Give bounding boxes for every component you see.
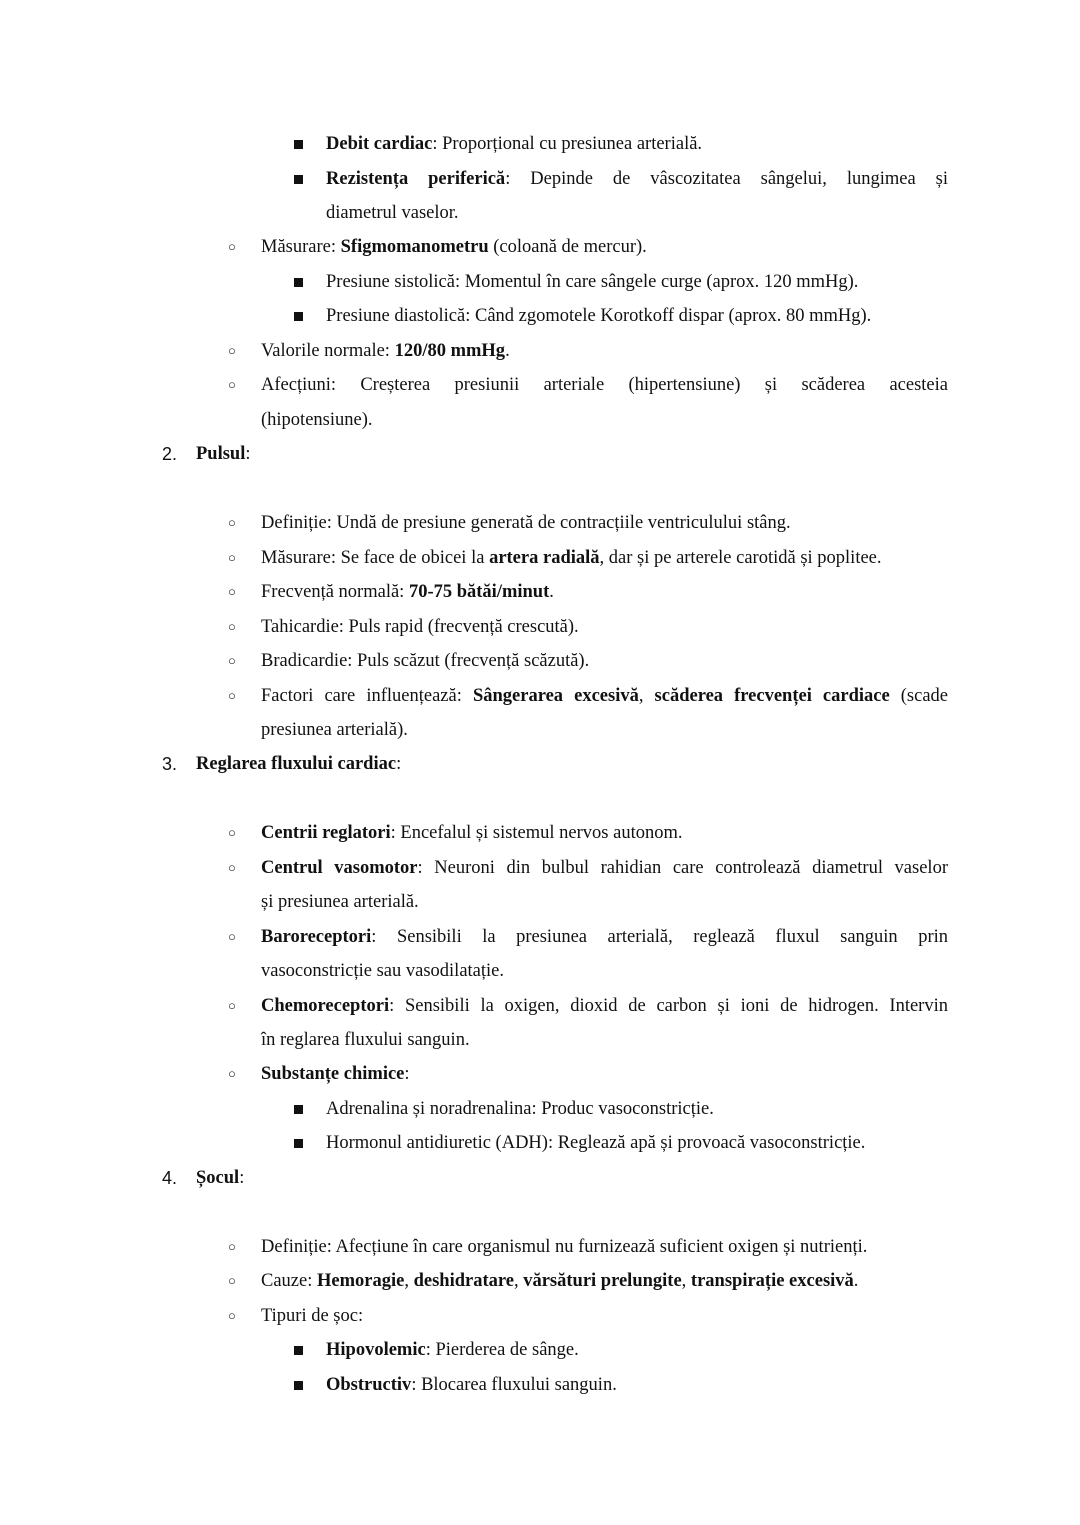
list-item [261, 339, 510, 363]
text-run: , [513, 1271, 524, 1291]
circle-bullet-icon: ○ [228, 515, 236, 530]
circle-bullet-icon: ○ [228, 550, 236, 565]
square-bullet-icon [294, 1381, 303, 1390]
text-run: Măsurare: Se face de obicei la [261, 548, 490, 568]
circle-bullet-icon: ○ [228, 653, 236, 668]
circle-bullet-icon: ○ [228, 929, 236, 944]
section-number: 3. [162, 754, 178, 774]
list-item-continuation [261, 718, 408, 742]
list-item [261, 821, 682, 845]
bold-term: Debit cardiac [326, 134, 433, 154]
square-bullet-icon [294, 1346, 303, 1355]
bold-term: Reglarea fluxului cardiac [196, 754, 397, 774]
text-run: în reglarea fluxului sanguin. [261, 1030, 470, 1050]
square-bullet-icon [294, 140, 303, 149]
square-bullet-icon [294, 1139, 303, 1148]
text-run: Valorile normale: [261, 341, 395, 361]
text-run: : Pierderea de sânge. [425, 1340, 579, 1360]
list-item [326, 1131, 865, 1155]
text-run: Definiție: Afecțiune în care organismul nu furnizează suficient oxigen și nutrienți. [261, 1237, 868, 1257]
list-item [261, 649, 589, 673]
list-item [261, 373, 948, 397]
list-item [326, 270, 858, 294]
section-heading [196, 1166, 244, 1190]
text-run: Bradicardie: Puls scăzut (frecvență scăzută). [261, 651, 590, 671]
section-heading [196, 442, 251, 466]
bold-term: Rezistența periferică [326, 169, 506, 189]
circle-bullet-icon: ○ [228, 377, 236, 392]
text-run: Presiune diastolică: Când zgomotele Korotkoff dispar (aprox. 80 mmHg). [326, 306, 872, 326]
circle-bullet-icon: ○ [228, 688, 236, 703]
list-item [261, 1235, 867, 1259]
list-item [326, 167, 948, 191]
bold-term: Pulsul [196, 444, 246, 464]
text-run: : Sensibili la presiunea arterială, reglează fluxul sanguin prin [371, 927, 948, 947]
text-run: : Blocarea fluxului sanguin. [411, 1375, 617, 1395]
bold-term: 120/80 mmHg [394, 341, 506, 361]
text-run: Cauze: [261, 1271, 317, 1291]
circle-bullet-icon: ○ [228, 1066, 236, 1081]
list-item [261, 1269, 858, 1293]
section-number: 4. [162, 1168, 178, 1188]
text-run: , dar și pe arterele carotidă și poplitee. [599, 548, 882, 568]
text-run: vasoconstricție sau vasodilatație. [261, 961, 504, 981]
bold-term: artera radială [489, 548, 600, 568]
square-bullet-icon [294, 175, 303, 184]
list-item-continuation [326, 201, 459, 225]
bold-term: Hipovolemic [326, 1340, 426, 1360]
circle-bullet-icon: ○ [228, 998, 236, 1013]
list-item [261, 994, 948, 1018]
text-run: Presiune sistolică: Momentul în care sângele curge (aprox. 120 mmHg). [326, 272, 859, 292]
list-item [326, 132, 702, 156]
list-item [261, 1304, 363, 1328]
section-number: 2. [162, 444, 178, 464]
text-run: : [404, 1064, 410, 1084]
list-item [261, 580, 554, 604]
bold-term: scăderea frecvenței cardiace [654, 686, 890, 706]
text-run: : [396, 754, 402, 774]
circle-bullet-icon: ○ [228, 343, 236, 358]
text-run: : [239, 1168, 245, 1188]
text-run: și presiunea arterială. [261, 892, 419, 912]
circle-bullet-icon: ○ [228, 1239, 236, 1254]
text-run: Factori care influențează: [261, 686, 473, 706]
text-run: . [505, 341, 510, 361]
bold-term: Sângerarea excesivă [472, 686, 639, 706]
bold-term: Centrii reglatori [261, 823, 391, 843]
text-run: Hormonul antidiuretic (ADH): Reglează apă și provoacă vasoconstricție. [326, 1133, 866, 1153]
bold-term: Centrul vasomotor [261, 858, 418, 878]
text-run: : Sensibili la oxigen, dioxid de carbon și ioni de hidrogen. Intervin [389, 996, 948, 1016]
list-item [261, 546, 882, 570]
list-item [261, 856, 948, 880]
bold-term: Obstructiv [326, 1375, 412, 1395]
bold-term: Baroreceptori [261, 927, 372, 947]
text-run: , [638, 686, 655, 706]
bold-term: 70-75 bătăi/minut [408, 582, 550, 602]
text-run: presiunea arterială). [261, 720, 408, 740]
list-item [326, 1373, 617, 1397]
circle-bullet-icon: ○ [228, 825, 236, 840]
text-run: Tahicardie: Puls rapid (frecvență crescută). [261, 617, 579, 637]
text-run: . [549, 582, 554, 602]
text-run: : Encefalul și sistemul nervos autonom. [390, 823, 683, 843]
bold-term: vărsături prelungite [523, 1271, 682, 1291]
list-item-continuation [261, 959, 504, 983]
list-item [261, 1062, 410, 1086]
bold-term: Substanțe chimice [261, 1064, 405, 1084]
list-item [261, 235, 647, 259]
text-run: diametrul vaselor. [326, 203, 459, 223]
text-run: Măsurare: [261, 237, 341, 257]
text-run: (scade [889, 686, 949, 706]
list-item [326, 304, 871, 328]
list-item-continuation [261, 890, 419, 914]
bold-term: Sfigmomanometru [340, 237, 489, 257]
bold-term: transpirație excesivă [690, 1271, 854, 1291]
list-item [261, 684, 948, 708]
circle-bullet-icon: ○ [228, 239, 236, 254]
text-run: , [681, 1271, 691, 1291]
list-item [261, 511, 791, 535]
section-heading [196, 752, 401, 776]
list-item-continuation [261, 408, 373, 432]
circle-bullet-icon: ○ [228, 584, 236, 599]
bold-term: deshidratare [413, 1271, 514, 1291]
text-run: Afecțiuni: Creșterea presiunii arteriale (hipertensiune) și scăderea acesteia [261, 375, 948, 395]
text-run: (hipotensiune). [261, 410, 373, 430]
text-run: : [245, 444, 251, 464]
list-item [326, 1097, 714, 1121]
square-bullet-icon [294, 1105, 303, 1114]
circle-bullet-icon: ○ [228, 1273, 236, 1288]
text-run: . [853, 1271, 859, 1291]
text-run: Adrenalina și noradrenalina: Produc vasoconstricție. [326, 1099, 714, 1119]
text-run: Tipuri de șoc: [261, 1306, 364, 1326]
list-item [261, 925, 948, 949]
square-bullet-icon [294, 278, 303, 287]
bold-term: Hemoragie [317, 1271, 405, 1291]
text-run: : Neuroni din bulbul rahidian care controlează diametrul vaselor [417, 858, 948, 878]
bold-term: Chemoreceptori [261, 996, 390, 1016]
circle-bullet-icon: ○ [228, 619, 236, 634]
text-run: , [404, 1271, 414, 1291]
text-run: (coloană de mercur). [488, 237, 647, 257]
text-run: Definiție: Undă de presiune generată de contracțiile ventriculului stâng. [261, 513, 791, 533]
square-bullet-icon [294, 312, 303, 321]
circle-bullet-icon: ○ [228, 1308, 236, 1323]
text-run: : Depinde de vâscozitatea sângelui, lungimea și [505, 169, 948, 189]
text-run: : Proporțional cu presiunea arterială. [432, 134, 703, 154]
bold-term: Șocul [196, 1168, 240, 1188]
text-run: Frecvență normală: [261, 582, 409, 602]
list-item [261, 615, 579, 639]
list-item [326, 1338, 579, 1362]
list-item-continuation [261, 1028, 470, 1052]
circle-bullet-icon: ○ [228, 860, 236, 875]
